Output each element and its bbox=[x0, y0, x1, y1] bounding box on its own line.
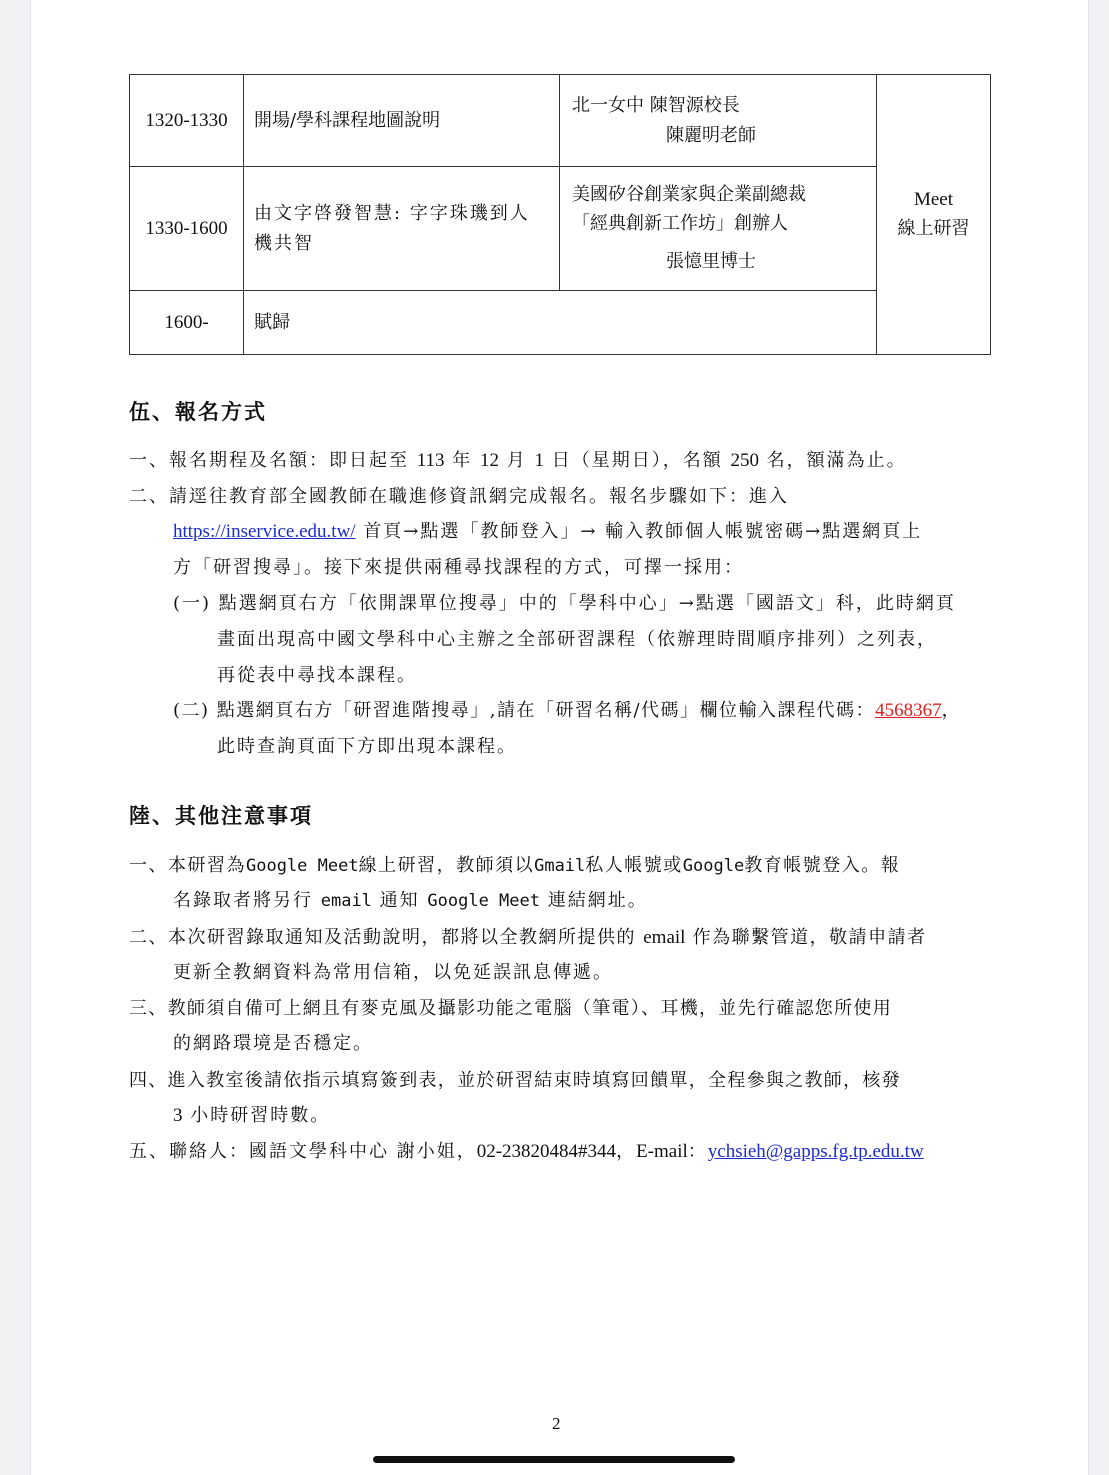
speaker-line: 美國矽谷創業家與企業副總裁 bbox=[572, 184, 806, 205]
table-row bbox=[130, 75, 991, 167]
text: E-mail bbox=[636, 1141, 688, 1162]
text: ， bbox=[616, 1141, 637, 1162]
text: Google Meet bbox=[427, 891, 540, 911]
topic-cell: 由文字啓發智慧: 字字珠璣到人機共智 bbox=[244, 167, 560, 291]
text: 年 bbox=[452, 450, 473, 471]
time-cell: 1320-1330 bbox=[130, 75, 244, 167]
paragraph-line bbox=[173, 889, 648, 913]
paragraph-line: 四、進入教室後請依指示填寫簽到表，並於研習結束時填寫回饋單，全程參與之教師，核發 bbox=[129, 1070, 901, 1091]
text: 250 bbox=[730, 450, 759, 471]
text: 1 bbox=[534, 450, 544, 471]
paragraph-line: 再從表中尋找本課程。 bbox=[217, 665, 417, 686]
section-heading: 陸、其他注意事項 bbox=[129, 803, 313, 828]
text: (二) 點選網頁右方「研習進階搜尋」,請在「研習名稱/代碼」欄位輸入課程代碼： bbox=[173, 700, 876, 721]
paragraph-line bbox=[173, 520, 922, 544]
paragraph-line bbox=[129, 854, 900, 878]
text: 連結網址。 bbox=[547, 890, 648, 911]
paragraph-line: 二、請逕往教育部全國教師在職進修資訊網完成報名。報名步驟如下：進入 bbox=[129, 486, 789, 507]
contact-email-link[interactable]: ychsieh@gapps.fg.tp.edu.tw bbox=[707, 1141, 924, 1162]
text: 12 bbox=[480, 450, 499, 471]
text: email bbox=[320, 891, 372, 911]
paragraph-line bbox=[129, 449, 907, 473]
text: 3 bbox=[173, 1105, 183, 1126]
speaker-cell bbox=[560, 167, 877, 291]
text: 五、聯絡人：國語文學科中心 謝小姐， bbox=[129, 1141, 477, 1162]
text: 通知 bbox=[379, 890, 420, 911]
time-cell: 1330-1600 bbox=[130, 167, 244, 291]
home-indicator[interactable] bbox=[373, 1456, 735, 1463]
text: 月 bbox=[506, 450, 527, 471]
course-code: 4568367 bbox=[875, 700, 942, 721]
mode-cell bbox=[877, 75, 991, 355]
text: 線上研習，教師須以 bbox=[358, 855, 535, 876]
text: ， bbox=[941, 700, 962, 721]
mode-en: Meet bbox=[913, 188, 954, 210]
mode-zh: 線上研習 bbox=[897, 217, 970, 239]
paragraph-line: 方「研習搜尋」。接下來提供兩種尋找課程的方式，可擇一採用： bbox=[173, 557, 744, 578]
text: 一、本研習為 bbox=[129, 855, 246, 876]
paragraph-line bbox=[129, 1140, 924, 1164]
text: 小時研習時數。 bbox=[190, 1105, 331, 1126]
text: 教育帳號登入。報 bbox=[744, 855, 901, 876]
table-row bbox=[130, 291, 991, 355]
text: 名錄取者將另行 bbox=[173, 890, 313, 911]
paragraph-line: 三、教師須自備可上網且有麥克風及攝影功能之電腦（筆電）、耳機，並先行確認您所使用 bbox=[129, 998, 892, 1019]
text: 作為聯繫管道，敬請申請者 bbox=[692, 927, 927, 948]
text: Gmail bbox=[534, 856, 586, 876]
table-row bbox=[130, 167, 991, 291]
speaker-line: 北一女中 陳智源校長 bbox=[572, 94, 740, 116]
text: 一、報名期程及名額：即日起至 bbox=[129, 450, 409, 471]
viewer-left-margin bbox=[0, 0, 31, 1475]
text: email bbox=[643, 927, 686, 948]
paragraph-line: 畫面出現高中國文學科中心主辦之全部研習課程（依辦理時間順序排列）之列表， bbox=[217, 629, 937, 650]
schedule-table bbox=[129, 74, 991, 355]
page-number: 2 bbox=[552, 1414, 561, 1433]
paragraph-line: 此時查詢頁面下方即出現本課程。 bbox=[217, 736, 517, 757]
paragraph-line: 的網路環境是否穩定。 bbox=[173, 1033, 373, 1054]
text: 日（星期日），名額 bbox=[551, 450, 723, 471]
speaker-line: 張憶里博士 bbox=[666, 251, 756, 272]
text: 113 bbox=[416, 450, 445, 471]
paragraph-line bbox=[173, 699, 961, 723]
speaker-cell bbox=[560, 75, 877, 167]
topic-cell: 賦歸 bbox=[244, 291, 877, 355]
text: 02-23820484#344 bbox=[476, 1141, 617, 1162]
section-heading: 伍、報名方式 bbox=[129, 399, 267, 424]
viewer-right-margin bbox=[1088, 0, 1109, 1475]
topic-cell: 開場/學科課程地圖說明 bbox=[244, 75, 560, 167]
paragraph-line: 更新全教網資料為常用信箱，以免延誤訊息傳遞。 bbox=[173, 962, 613, 983]
paragraph-line bbox=[129, 926, 927, 950]
speaker-line: 「經典創新工作坊」創辦人 bbox=[572, 213, 788, 234]
text: 首頁→點選「教師登入」→ 輸入教師個人帳號密碼→點選網頁上 bbox=[355, 521, 923, 542]
speaker-line: 陳麗明老師 bbox=[666, 124, 756, 146]
time-cell: 1600- bbox=[130, 291, 244, 355]
text: 二、本次研習錄取通知及活動說明，都將以全教網所提供的 bbox=[129, 927, 636, 948]
paragraph-line: (一) 點選網頁右方「依開課單位搜尋」中的「學科中心」→點選「國語文」科，此時網頁 bbox=[173, 593, 956, 614]
paragraph-line bbox=[173, 1104, 330, 1128]
text: ： bbox=[687, 1141, 708, 1162]
text: Google Meet bbox=[246, 856, 359, 876]
text: 名，額滿為止。 bbox=[766, 450, 907, 471]
text: Google bbox=[682, 856, 745, 876]
inservice-link[interactable]: https://inservice.edu.tw/ bbox=[173, 521, 356, 542]
text: 私人帳號或 bbox=[585, 855, 683, 876]
